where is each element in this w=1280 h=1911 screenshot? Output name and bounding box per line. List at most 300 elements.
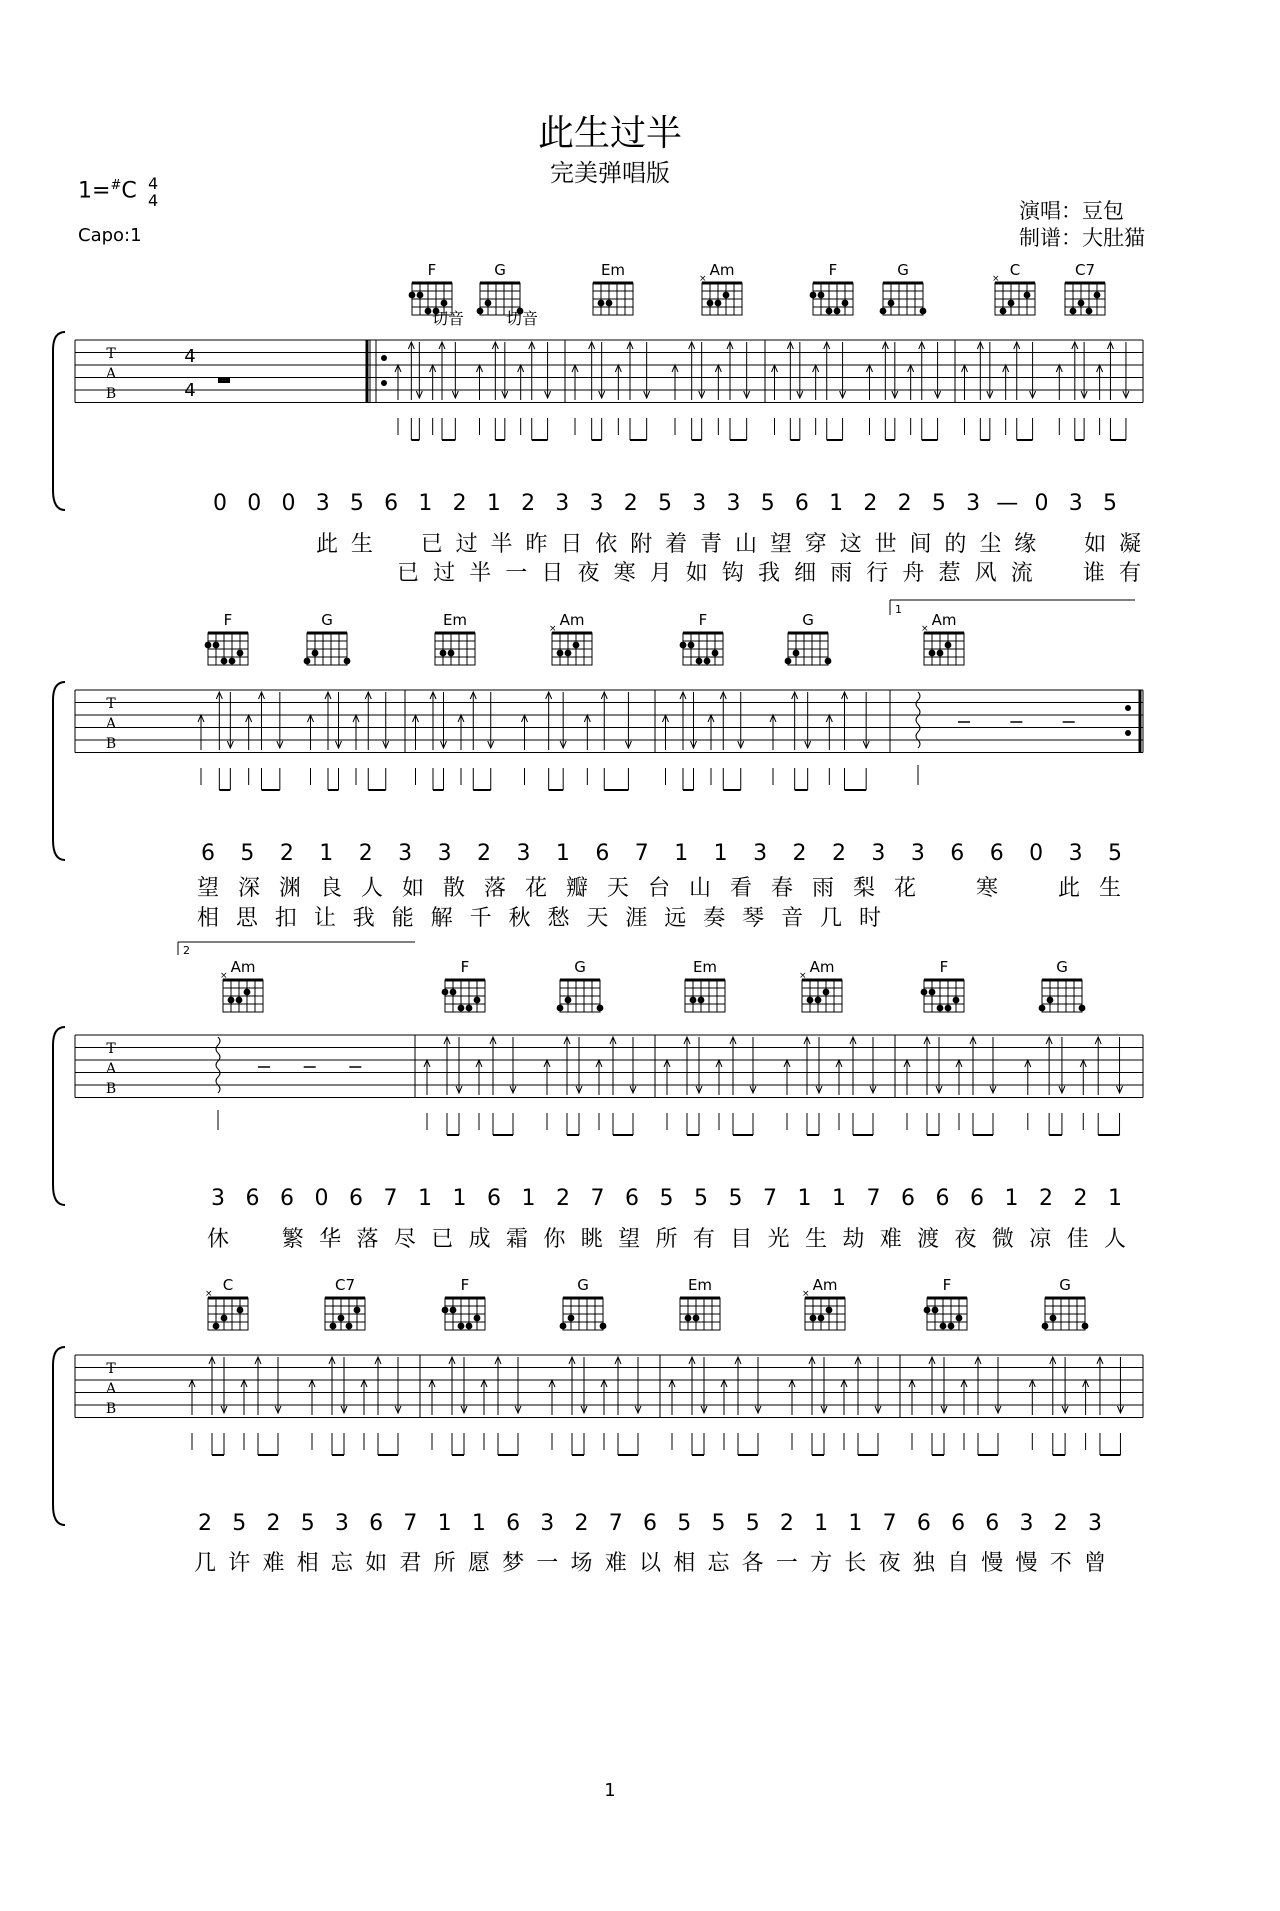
chord-dot xyxy=(1039,1005,1046,1012)
lyric-char: 昨 xyxy=(525,532,548,557)
chord-dot xyxy=(818,1315,825,1322)
singer-credit: 演唱：豆包 xyxy=(1019,199,1124,223)
chord-dot xyxy=(826,1307,833,1314)
jianpu-note: 3 xyxy=(871,841,886,866)
jianpu-note: 6 xyxy=(625,1186,639,1211)
jianpu-note: 7 xyxy=(763,1186,777,1211)
lyric-char: 秋 xyxy=(508,906,531,931)
song-title: 此生过半 xyxy=(537,113,682,154)
chord-mute-mark: × xyxy=(220,971,228,981)
lyric-char: 一 xyxy=(775,1551,798,1576)
lyric-char: 尘 xyxy=(979,532,1002,557)
lyric-char: 眺 xyxy=(580,1227,603,1252)
chord-name: G xyxy=(897,261,909,279)
jianpu-note: 0 xyxy=(213,491,227,516)
lyric-char: 雨 xyxy=(830,561,853,586)
lyric-char: 半 xyxy=(469,561,492,586)
chord-dot xyxy=(598,300,605,307)
lyric-char: 月 xyxy=(649,561,672,586)
lyric-char: 渡 xyxy=(917,1227,940,1252)
lyric-char: 场 xyxy=(570,1551,593,1576)
lyric-char: 生 xyxy=(1098,876,1122,901)
jianpu-note: 1 xyxy=(521,1186,536,1211)
chord-dot xyxy=(557,1005,564,1012)
chord-dot xyxy=(344,658,351,665)
jianpu-note: 6 xyxy=(950,841,965,866)
lyric-char: 寒 xyxy=(975,876,999,901)
chord-dot xyxy=(466,1323,473,1330)
lyric-char: 望 xyxy=(769,532,792,557)
jianpu-note: 1 xyxy=(471,1511,486,1536)
jianpu-note: 5 xyxy=(760,491,775,516)
lyric-char: 花 xyxy=(893,876,917,901)
jianpu-note: 3 xyxy=(398,841,413,866)
jianpu-note: 2 xyxy=(863,491,878,516)
chord-dot xyxy=(573,642,580,649)
chord-dot xyxy=(1082,1323,1089,1330)
lyric-char: 愿 xyxy=(467,1551,490,1576)
lyric-char: 所 xyxy=(433,1551,456,1576)
lyric-char: 光 xyxy=(767,1227,790,1252)
chord-name: Em xyxy=(600,261,626,279)
lyric-char: 相 xyxy=(196,906,220,931)
jianpu-note: 5 xyxy=(300,1511,315,1536)
jianpu-note: 0 xyxy=(1029,841,1044,866)
lyric-char: 行 xyxy=(866,561,889,586)
jianpu-note: 2 xyxy=(358,841,373,866)
chord-name: F xyxy=(460,958,470,976)
chord-name: F xyxy=(939,958,949,976)
lyric-char: 着 xyxy=(665,532,688,557)
jianpu-note: 1 xyxy=(319,841,334,866)
repeat-dot xyxy=(1125,705,1131,711)
tab-letter-b: B xyxy=(105,1401,117,1417)
lyric-char: 山 xyxy=(734,532,757,557)
lyric-char: 慢 xyxy=(981,1551,1004,1576)
chord-dot xyxy=(458,1005,465,1012)
lyric-char: 独 xyxy=(912,1551,935,1576)
lyric-char: 惹 xyxy=(938,561,961,586)
chord-name: G xyxy=(577,1276,589,1294)
tab-letter-a: A xyxy=(105,1061,117,1077)
chord-dot xyxy=(477,308,484,315)
key-sharp: # xyxy=(110,178,122,193)
chord-dot xyxy=(1079,1005,1086,1012)
chord-name: Em xyxy=(692,958,718,976)
lyric-char: 穿 xyxy=(804,532,827,557)
jianpu-note: 2 xyxy=(452,491,467,516)
jianpu-note: 7 xyxy=(403,1511,418,1536)
tab-letter-b: B xyxy=(105,386,117,402)
jianpu-note: 3 xyxy=(910,841,925,866)
cut-label: 切音 xyxy=(432,309,465,328)
lyric-char: 瓣 xyxy=(565,876,589,901)
chord-name: G xyxy=(494,261,506,279)
chord-name: Am xyxy=(559,611,585,629)
lyric-char: 凝 xyxy=(1118,532,1142,557)
chord-dot xyxy=(924,1307,931,1314)
jianpu-note: 3 xyxy=(753,841,768,866)
jianpu-note: 6 xyxy=(201,841,215,866)
whole-rest xyxy=(218,378,230,383)
jianpu-note: 1 xyxy=(713,841,728,866)
jianpu-note: 5 xyxy=(728,1186,743,1211)
chord-dot xyxy=(810,292,817,299)
chord-dot xyxy=(1047,997,1054,1004)
chord-dot xyxy=(826,308,833,315)
lyric-char: 愁 xyxy=(547,906,570,931)
lyric-char: 良 xyxy=(319,876,343,901)
tab-letter-a: A xyxy=(105,716,117,732)
chord-dot xyxy=(723,292,730,299)
lyric-char: 落 xyxy=(356,1227,379,1252)
jianpu-note: 6 xyxy=(970,1186,984,1211)
chord-dot xyxy=(698,997,705,1004)
jianpu-note: 5 xyxy=(349,491,364,516)
lyric-char: 目 xyxy=(730,1227,753,1252)
chord-name: C xyxy=(1009,261,1021,279)
jianpu-note: 0 xyxy=(314,1186,329,1211)
jianpu-note: 3 xyxy=(555,491,570,516)
meter-bottom: 4 xyxy=(148,191,159,210)
lyric-char: 难 xyxy=(879,1227,902,1252)
jianpu-note: 6 xyxy=(349,1186,363,1211)
chord-mute-mark: × xyxy=(549,624,557,634)
lyric-char: 雨 xyxy=(811,876,835,901)
chord-dot xyxy=(565,997,572,1004)
chord-mute-mark: × xyxy=(992,274,1000,284)
jianpu-note: 7 xyxy=(383,1186,398,1211)
lyric-char: 半 xyxy=(490,532,513,557)
chord-name: Em xyxy=(442,611,468,629)
chord-dot xyxy=(440,650,447,657)
lyric-char: 解 xyxy=(430,906,453,931)
chord-dot xyxy=(442,1307,449,1314)
jianpu-note: 5 xyxy=(1108,841,1122,866)
chord-dot xyxy=(237,1307,244,1314)
chord-dot xyxy=(785,658,792,665)
chord-dot xyxy=(458,1323,465,1330)
jianpu-note: 6 xyxy=(487,1186,501,1211)
meter-top: 4 xyxy=(148,174,159,193)
chord-dot xyxy=(929,650,936,657)
jianpu-note: 6 xyxy=(916,1511,931,1536)
jianpu-note: 5 xyxy=(745,1511,760,1536)
tab-letter-b: B xyxy=(105,1081,117,1097)
jianpu-note: 5 xyxy=(1103,491,1117,516)
lyric-char: 此 xyxy=(315,532,339,557)
chord-mute-mark: × xyxy=(205,1289,213,1299)
jianpu-note: 2 xyxy=(792,841,807,866)
lyric-char: 相 xyxy=(673,1551,696,1576)
chord-dot xyxy=(560,1323,567,1330)
chord-dot xyxy=(228,997,235,1004)
lyric-char: 梨 xyxy=(852,876,876,901)
lyric-char: 几 xyxy=(193,1551,217,1576)
system-bracket xyxy=(53,682,65,860)
lyric-char: 缘 xyxy=(1014,532,1037,557)
tab-letter-t: T xyxy=(106,1361,116,1377)
lyric-char: 我 xyxy=(352,906,375,931)
jianpu-note: 2 xyxy=(831,841,846,866)
lyric-char: 花 xyxy=(524,876,548,901)
jianpu-note: 2 xyxy=(477,841,492,866)
lyric-char: 霜 xyxy=(505,1227,529,1252)
lyric-char: 我 xyxy=(757,561,781,586)
lyric-char: 舟 xyxy=(902,561,925,586)
key-note: C xyxy=(121,178,137,204)
lyric-char: 山 xyxy=(688,876,712,901)
lyric-char: 望 xyxy=(618,1227,641,1252)
chord-dot xyxy=(466,1005,473,1012)
jianpu-note: — xyxy=(996,491,1019,516)
volta-2: 2 xyxy=(183,944,190,957)
repeat-dot xyxy=(381,355,387,361)
chord-dot xyxy=(1050,1315,1057,1322)
chord-dot xyxy=(565,650,572,657)
jianpu-note: 3 xyxy=(516,841,531,866)
lyric-char: 人 xyxy=(360,876,384,901)
lyric-char: 所 xyxy=(655,1227,678,1252)
chord-dot xyxy=(568,1315,575,1322)
tab-letter-b: B xyxy=(105,736,117,752)
capo-label: Capo:1 xyxy=(78,225,142,246)
jianpu-note: 2 xyxy=(574,1511,589,1536)
chord-dot xyxy=(818,292,825,299)
chord-dot xyxy=(888,300,895,307)
chord-name: G xyxy=(574,958,586,976)
chord-dot xyxy=(880,308,887,315)
chord-dot xyxy=(485,300,492,307)
lyric-char: 一 xyxy=(536,1551,559,1576)
chord-dot xyxy=(600,1323,607,1330)
jianpu-note: 0 xyxy=(281,491,296,516)
tab-letter-t: T xyxy=(106,1041,116,1057)
jianpu-note: 2 xyxy=(1039,1186,1053,1211)
chord-name: C7 xyxy=(1074,261,1096,279)
jianpu-note: 3 xyxy=(966,491,981,516)
chord-dot xyxy=(244,989,251,996)
tab-letter-t: T xyxy=(106,696,116,712)
jianpu-note: 1 xyxy=(814,1511,829,1536)
lyric-char: 细 xyxy=(794,561,817,586)
jianpu-note: 6 xyxy=(794,491,809,516)
song-subtitle: 完美弹唱版 xyxy=(550,159,670,187)
lyric-char: 世 xyxy=(874,532,897,557)
lyric-char: 凉 xyxy=(1029,1227,1052,1252)
chord-dot xyxy=(1078,300,1085,307)
chord-dot xyxy=(1086,308,1093,315)
chord-dot xyxy=(823,989,830,996)
lyric-char: 你 xyxy=(543,1227,566,1252)
jianpu-note: 1 xyxy=(1108,1186,1122,1211)
chord-dot xyxy=(810,1315,817,1322)
chord-dot xyxy=(425,308,432,315)
chord-dot xyxy=(213,1323,220,1330)
lyric-char: 生 xyxy=(350,532,373,557)
jianpu-note: 1 xyxy=(1004,1186,1019,1211)
lyric-char: 这 xyxy=(839,532,862,557)
lyric-char: 已 xyxy=(396,561,420,586)
lyric-char: 夜 xyxy=(577,561,600,586)
jianpu-note: 2 xyxy=(279,841,294,866)
lyric-char: 如 xyxy=(401,876,425,901)
lyric-char: 散 xyxy=(442,876,466,901)
lyric-char: 能 xyxy=(391,906,414,931)
lyric-char: 此 xyxy=(1057,876,1081,901)
jianpu-note: 5 xyxy=(931,491,946,516)
chord-dot xyxy=(1094,292,1101,299)
chord-dot xyxy=(221,658,228,665)
lyric-char: 附 xyxy=(630,532,653,557)
chord-dot xyxy=(1070,308,1077,315)
chord-dot xyxy=(696,658,703,665)
chord-name: F xyxy=(828,261,838,279)
lyric-char: 许 xyxy=(228,1551,251,1576)
lyric-char: 几 xyxy=(820,906,843,931)
jianpu-note: 7 xyxy=(882,1511,897,1536)
chord-name: F xyxy=(427,261,437,279)
jianpu-note: 6 xyxy=(901,1186,915,1211)
lyric-char: 夜 xyxy=(954,1227,977,1252)
jianpu-note: 5 xyxy=(240,841,255,866)
chord-dot xyxy=(940,1323,947,1330)
jianpu-note: 3 xyxy=(211,1186,225,1211)
jianpu-note: 1 xyxy=(829,491,844,516)
jianpu-note: 2 xyxy=(521,491,536,516)
jianpu-note: 6 xyxy=(384,491,399,516)
chord-dot xyxy=(312,650,319,657)
chord-dot xyxy=(205,642,212,649)
chord-dot xyxy=(557,650,564,657)
chord-dot xyxy=(450,1307,457,1314)
lyric-char: 慢 xyxy=(1015,1551,1038,1576)
lyric-char: 劫 xyxy=(842,1227,865,1252)
chord-dot xyxy=(690,997,697,1004)
cut-label: 切音 xyxy=(506,309,539,328)
lyric-char: 已 xyxy=(420,532,443,557)
chord-dot xyxy=(956,1315,963,1322)
jianpu-note: 3 xyxy=(726,491,741,516)
lyric-char: 已 xyxy=(431,1227,454,1252)
chord-name: G xyxy=(802,611,814,629)
page-number: 1 xyxy=(604,1780,616,1801)
jianpu-note: 1 xyxy=(418,1186,432,1211)
jianpu-note: 6 xyxy=(985,1511,1000,1536)
lyric-char: 繁 xyxy=(281,1227,304,1252)
lyric-char: 忘 xyxy=(707,1551,730,1576)
chord-name: G xyxy=(1059,1276,1071,1294)
jianpu-note: 3 xyxy=(1019,1511,1034,1536)
lyric-char: 依 xyxy=(595,532,618,557)
jianpu-note: 6 xyxy=(643,1511,657,1536)
chord-dot xyxy=(1000,308,1007,315)
lyric-char: 涯 xyxy=(625,906,648,931)
chord-dot xyxy=(330,1323,337,1330)
jianpu-note: 7 xyxy=(634,841,649,866)
chord-dot xyxy=(450,989,457,996)
chord-dot xyxy=(715,300,722,307)
chord-dot xyxy=(793,650,800,657)
chord-dot xyxy=(474,997,481,1004)
jianpu-note: 1 xyxy=(848,1511,863,1536)
jianpu-note: 7 xyxy=(608,1511,623,1536)
jianpu-note: 1 xyxy=(797,1186,812,1211)
lyric-char: 台 xyxy=(647,876,671,901)
chord-dot xyxy=(229,658,236,665)
jianpu-note: 6 xyxy=(951,1511,966,1536)
chord-name: C7 xyxy=(334,1276,356,1294)
lyric-char: 自 xyxy=(947,1551,970,1576)
lyric-char: 忘 xyxy=(330,1551,353,1576)
chord-dot xyxy=(932,1307,939,1314)
lyric-char: 生 xyxy=(804,1227,828,1252)
jianpu-note: 0 xyxy=(247,491,262,516)
jianpu-note: 3 xyxy=(589,491,604,516)
chord-mute-mark: × xyxy=(921,624,929,634)
chord-dot xyxy=(606,300,613,307)
jianpu-note: 1 xyxy=(452,1186,467,1211)
chord-dot xyxy=(680,642,687,649)
lyric-char: 如 xyxy=(365,1551,388,1576)
jianpu-note: 2 xyxy=(266,1511,281,1536)
chord-mute-mark: × xyxy=(802,1289,810,1299)
jianpu-note: 2 xyxy=(897,491,912,516)
repeat-dot xyxy=(381,380,387,386)
jianpu-note: 5 xyxy=(694,1186,708,1211)
lyric-char: 日 xyxy=(560,532,583,557)
chord-name: G xyxy=(321,611,333,629)
chord-dot xyxy=(937,650,944,657)
chord-dot xyxy=(945,642,952,649)
jianpu-note: 2 xyxy=(556,1186,570,1211)
chord-name: Am xyxy=(812,1276,838,1294)
jianpu-note: 1 xyxy=(437,1511,452,1536)
lyric-char: 尽 xyxy=(393,1227,416,1252)
chord-name: C xyxy=(222,1276,234,1294)
chord-dot xyxy=(448,650,455,657)
jianpu-note: 1 xyxy=(674,841,689,866)
chord-dot xyxy=(597,1005,604,1012)
jianpu-note: 3 xyxy=(315,491,330,516)
tab-letter-a: A xyxy=(105,1381,117,1397)
jianpu-note: 1 xyxy=(555,841,570,866)
chord-name: F xyxy=(223,611,233,629)
chord-mute-mark: × xyxy=(799,971,807,981)
chord-dot xyxy=(929,989,936,996)
chord-dot xyxy=(685,1315,692,1322)
lyric-char: 成 xyxy=(468,1227,491,1252)
chord-dot xyxy=(953,997,960,1004)
lyric-char: 如 xyxy=(1084,532,1107,557)
lyric-char: 间 xyxy=(909,532,932,557)
lyric-char: 梦 xyxy=(502,1551,525,1576)
chord-dot xyxy=(354,1307,361,1314)
jianpu-note: 0 xyxy=(1034,491,1049,516)
chord-dot xyxy=(1042,1323,1049,1330)
jianpu-note: 6 xyxy=(989,841,1004,866)
chord-dot xyxy=(474,1315,481,1322)
system-bracket xyxy=(53,1347,65,1525)
lyric-char: 望 xyxy=(196,876,220,901)
lyric-char: 日 xyxy=(541,561,564,586)
jianpu-note: 1 xyxy=(418,491,433,516)
lyric-char: 青 xyxy=(700,532,723,557)
lyric-char: 风 xyxy=(974,561,997,586)
lyric-char: 的 xyxy=(944,532,967,557)
lyric-char: 有 xyxy=(1118,561,1142,586)
lyric-char: 一 xyxy=(505,561,528,586)
